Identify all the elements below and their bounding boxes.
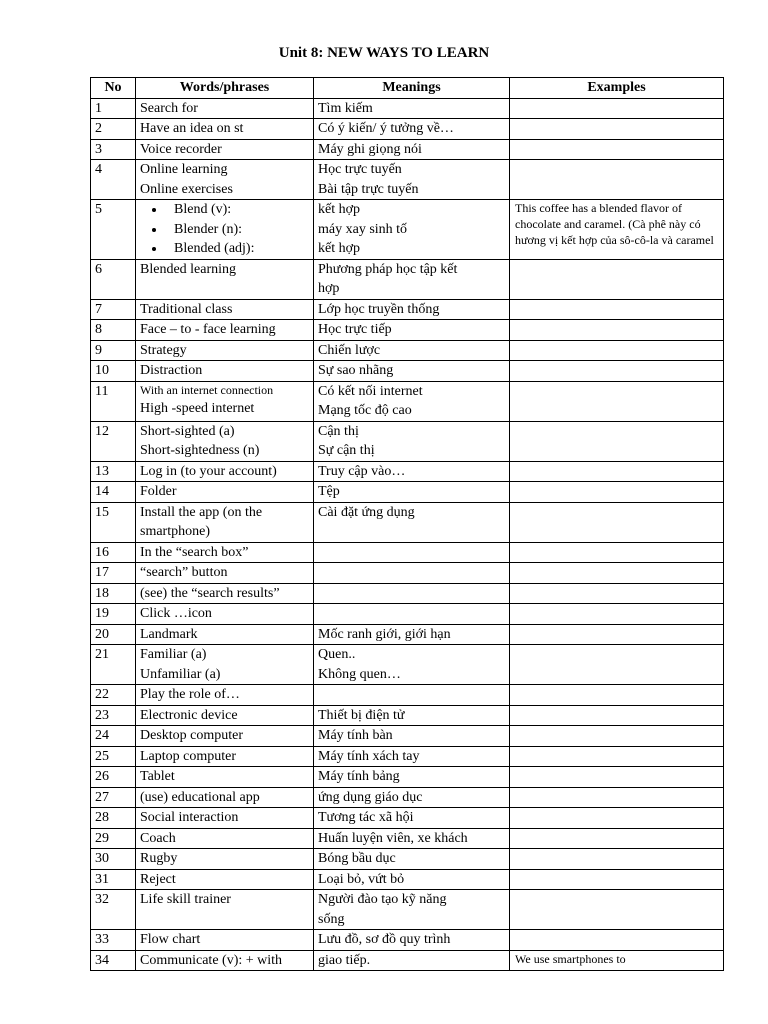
meaning-line: Quen.. <box>318 647 356 662</box>
example-cell <box>510 119 724 140</box>
word-cell <box>136 583 314 604</box>
word-bullet-item: • Blended (adj): <box>166 239 309 259</box>
meaning-cell <box>314 849 510 870</box>
word-line: Laptop computer <box>140 748 237 764</box>
vocabulary-table <box>90 77 724 971</box>
meaning-cell <box>314 828 510 849</box>
example-text: We use smartphones to <box>515 951 626 966</box>
row-number: 31 <box>91 869 136 890</box>
example-cell <box>510 849 724 870</box>
word-line: Online learning <box>140 162 228 177</box>
meaning-line: Có ý kiến/ ý tưởng về… <box>318 121 454 136</box>
word-line: Face – to - face learning <box>140 322 276 337</box>
row-number: 5 <box>91 200 136 260</box>
word-cell <box>136 502 314 542</box>
word-line: Short-sightedness (n) <box>140 443 260 458</box>
word-line: Coach <box>140 830 176 846</box>
word-cell <box>136 482 314 503</box>
word-cell <box>136 259 314 299</box>
word-line: Install the app (on the <box>140 504 263 520</box>
table-row <box>91 849 724 870</box>
table-row <box>91 139 724 160</box>
meaning-cell <box>314 685 510 706</box>
meaning-cell <box>314 320 510 341</box>
table-row <box>91 381 724 421</box>
meaning-cell <box>314 502 510 542</box>
example-cell <box>510 726 724 747</box>
meaning-cell <box>314 787 510 808</box>
row-number: 12 <box>91 421 136 461</box>
meaning-line: Mạng tốc độ cao <box>318 403 412 418</box>
row-number: 24 <box>91 726 136 747</box>
word-cell <box>136 930 314 951</box>
row-number: 9 <box>91 340 136 361</box>
example-cell <box>510 200 724 260</box>
meaning-cell <box>314 645 510 685</box>
word-cell <box>136 160 314 200</box>
table-row <box>91 320 724 341</box>
row-number: 33 <box>91 930 136 951</box>
meaning-cell <box>314 381 510 421</box>
word-cell <box>136 726 314 747</box>
row-number: 21 <box>91 645 136 685</box>
meaning-line: hợp <box>318 281 340 296</box>
word-cell <box>136 299 314 320</box>
meaning-line: Chiến lược <box>318 342 381 358</box>
word-line: Social interaction <box>140 810 239 825</box>
example-cell <box>510 502 724 542</box>
word-cell <box>136 828 314 849</box>
meaning-line: kết hợp <box>318 241 361 256</box>
word-line: Unfamiliar (a) <box>140 666 221 682</box>
example-cell <box>510 160 724 200</box>
word-line: Blended learning <box>140 261 237 277</box>
meaning-cell <box>314 604 510 625</box>
table-row <box>91 645 724 685</box>
word-line: Strategy <box>140 342 187 358</box>
word-cell <box>136 890 314 930</box>
meaning-line: Lưu đồ, sơ đồ quy trình <box>318 932 451 947</box>
example-cell <box>510 746 724 767</box>
row-number: 7 <box>91 299 136 320</box>
word-line: Desktop computer <box>140 728 244 743</box>
header-words: Words/phrases <box>136 78 314 99</box>
table-row <box>91 624 724 645</box>
row-number: 8 <box>91 320 136 341</box>
meaning-line: Máy tính xách tay <box>318 748 420 764</box>
example-cell <box>510 482 724 503</box>
example-cell <box>510 685 724 706</box>
meaning-line: Không quen… <box>318 666 401 682</box>
row-number: 29 <box>91 828 136 849</box>
table-row <box>91 950 724 971</box>
word-cell <box>136 808 314 829</box>
row-number: 22 <box>91 685 136 706</box>
meaning-cell <box>314 563 510 584</box>
table-row <box>91 869 724 890</box>
word-line: Familiar (a) <box>140 647 207 662</box>
meaning-cell <box>314 583 510 604</box>
word-line: Landmark <box>140 626 198 642</box>
example-cell <box>510 604 724 625</box>
example-cell <box>510 767 724 788</box>
word-line: Tablet <box>140 769 175 784</box>
meaning-cell <box>314 299 510 320</box>
word-line: Traditional class <box>140 301 233 317</box>
word-line: “search” button <box>140 565 228 580</box>
meaning-line: Có kết nối internet <box>318 383 423 399</box>
word-bullet-item: • Blend (v): <box>166 200 309 220</box>
meaning-cell <box>314 542 510 563</box>
word-cell <box>136 767 314 788</box>
example-cell <box>510 340 724 361</box>
meaning-line: Truy cập vào… <box>318 463 406 479</box>
word-cell <box>136 200 314 260</box>
row-number: 15 <box>91 502 136 542</box>
meaning-cell <box>314 119 510 140</box>
table-row <box>91 685 724 706</box>
row-number: 6 <box>91 259 136 299</box>
table-row <box>91 828 724 849</box>
table-row <box>91 361 724 382</box>
word-cell <box>136 421 314 461</box>
meaning-line: Lớp học truyền thống <box>318 301 440 317</box>
meaning-cell <box>314 950 510 971</box>
meaning-cell <box>314 421 510 461</box>
table-row <box>91 340 724 361</box>
meaning-cell <box>314 200 510 260</box>
meaning-line: Sự sao nhãng <box>318 363 394 378</box>
word-line: Search for <box>140 100 198 116</box>
example-cell <box>510 583 724 604</box>
row-number: 16 <box>91 542 136 563</box>
meaning-cell <box>314 98 510 119</box>
row-number: 27 <box>91 787 136 808</box>
row-number: 13 <box>91 461 136 482</box>
word-cell <box>136 542 314 563</box>
example-cell <box>510 869 724 890</box>
example-cell <box>510 563 724 584</box>
word-cell <box>136 563 314 584</box>
word-line: Short-sighted (a) <box>140 423 235 439</box>
row-number: 23 <box>91 705 136 726</box>
meaning-line: Người đào tạo kỹ năng <box>318 892 447 907</box>
table-row <box>91 808 724 829</box>
word-line: Play the role of… <box>140 687 240 702</box>
word-line: (use) educational app <box>140 789 260 805</box>
row-number: 18 <box>91 583 136 604</box>
meaning-cell <box>314 482 510 503</box>
word-cell <box>136 119 314 140</box>
example-cell <box>510 890 724 930</box>
row-number: 34 <box>91 950 136 971</box>
table-row <box>91 542 724 563</box>
meaning-cell <box>314 139 510 160</box>
word-line: In the “search box” <box>140 544 249 560</box>
meaning-cell <box>314 930 510 951</box>
example-cell <box>510 645 724 685</box>
table-row <box>91 563 724 584</box>
meaning-cell <box>314 767 510 788</box>
example-cell <box>510 930 724 951</box>
example-cell <box>510 705 724 726</box>
table-row <box>91 200 724 260</box>
word-cell <box>136 787 314 808</box>
table-row <box>91 705 724 726</box>
example-cell <box>510 299 724 320</box>
example-cell <box>510 259 724 299</box>
example-text: This coffee has a blended flavor of chocolate and caramel. (Cà phê này có hương vị kết hợp của sô-cô-la và caramel <box>515 201 714 247</box>
row-number: 3 <box>91 139 136 160</box>
meaning-line: Cài đặt ứng dụng <box>318 504 415 520</box>
word-line: Distraction <box>140 363 203 378</box>
table-row <box>91 726 724 747</box>
word-cell <box>136 869 314 890</box>
document-title: Unit 8: NEW WAYS TO LEARN <box>278 45 490 61</box>
meaning-line: Mốc ranh giới, giới hạn <box>318 626 451 642</box>
meaning-line: giao tiếp. <box>318 952 371 968</box>
word-bullet-list <box>140 200 309 259</box>
word-cell <box>136 139 314 160</box>
table-body <box>91 98 724 971</box>
table-row <box>91 421 724 461</box>
header-examples: Examples <box>510 78 724 99</box>
meaning-line: Bóng bầu dục <box>318 851 396 866</box>
word-line: Log in (to your account) <box>140 463 277 479</box>
row-number: 10 <box>91 361 136 382</box>
word-cell <box>136 340 314 361</box>
example-cell <box>510 98 724 119</box>
row-number: 25 <box>91 746 136 767</box>
word-cell <box>136 320 314 341</box>
meaning-line: Phương pháp học tập kết <box>318 261 458 277</box>
meaning-line: Máy tính bàn <box>318 728 393 743</box>
example-cell <box>510 381 724 421</box>
meaning-line: Sự cận thị <box>318 443 375 458</box>
word-cell <box>136 705 314 726</box>
row-number: 32 <box>91 890 136 930</box>
meaning-line: Thiết bị điện tử <box>318 707 405 723</box>
word-line: Have an idea on st <box>140 121 244 136</box>
meaning-cell <box>314 890 510 930</box>
example-cell <box>510 139 724 160</box>
word-bullet-item: • Blender (n): <box>166 220 309 240</box>
table-row <box>91 98 724 119</box>
row-number: 26 <box>91 767 136 788</box>
table-row <box>91 767 724 788</box>
word-line: Life skill trainer <box>140 892 231 907</box>
meaning-cell <box>314 808 510 829</box>
word-cell <box>136 461 314 482</box>
example-cell <box>510 808 724 829</box>
meaning-cell <box>314 869 510 890</box>
word-line: Voice recorder <box>140 141 222 157</box>
table-row <box>91 604 724 625</box>
meaning-cell <box>314 361 510 382</box>
table-row <box>91 119 724 140</box>
meaning-line: Máy ghi giọng nói <box>318 141 422 157</box>
word-line: High -speed internet <box>140 400 255 416</box>
word-line: Electronic device <box>140 707 238 723</box>
word-line: Folder <box>140 484 177 499</box>
row-number: 19 <box>91 604 136 625</box>
word-line: Reject <box>140 871 176 887</box>
word-cell <box>136 98 314 119</box>
word-cell <box>136 604 314 625</box>
word-cell <box>136 645 314 685</box>
example-cell <box>510 950 724 971</box>
table-row <box>91 461 724 482</box>
table-row <box>91 787 724 808</box>
meaning-line: máy xay sinh tố <box>318 221 408 237</box>
meaning-cell <box>314 705 510 726</box>
word-cell <box>136 746 314 767</box>
table-row <box>91 746 724 767</box>
meaning-line: Bài tập trực tuyến <box>318 181 419 197</box>
word-line: Click …icon <box>140 606 212 621</box>
table-row <box>91 299 724 320</box>
meaning-line: Học trực tiếp <box>318 322 392 337</box>
table-row <box>91 160 724 200</box>
example-cell <box>510 461 724 482</box>
word-cell <box>136 381 314 421</box>
word-line: Flow chart <box>140 932 201 947</box>
meaning-line: Huấn luyện viên, xe khách <box>318 830 468 846</box>
row-number: 4 <box>91 160 136 200</box>
meaning-cell <box>314 340 510 361</box>
meaning-line: Tệp <box>318 484 340 499</box>
example-cell <box>510 787 724 808</box>
meaning-line: kết hợp <box>318 202 361 217</box>
row-number: 20 <box>91 624 136 645</box>
word-cell <box>136 624 314 645</box>
word-cell <box>136 361 314 382</box>
header-no: No <box>91 78 136 99</box>
word-line: Rugby <box>140 851 178 866</box>
row-number: 11 <box>91 381 136 421</box>
meaning-line: Học trực tuyến <box>318 162 402 177</box>
example-cell <box>510 542 724 563</box>
table-row <box>91 890 724 930</box>
meaning-cell <box>314 726 510 747</box>
row-number: 14 <box>91 482 136 503</box>
meaning-line: Cận thị <box>318 423 359 439</box>
meaning-line: sống <box>318 911 345 927</box>
meaning-cell <box>314 461 510 482</box>
table-row <box>91 930 724 951</box>
word-line: Communicate (v): + with <box>140 952 283 968</box>
table-header-row <box>91 78 724 99</box>
word-line: With an internet connection <box>140 382 274 397</box>
meaning-line: Loại bỏ, vứt bỏ <box>318 871 405 887</box>
row-number: 28 <box>91 808 136 829</box>
example-cell <box>510 828 724 849</box>
row-number: 17 <box>91 563 136 584</box>
meaning-line: Tìm kiếm <box>318 100 373 116</box>
meaning-cell <box>314 160 510 200</box>
table-row <box>91 583 724 604</box>
word-cell <box>136 685 314 706</box>
example-cell <box>510 361 724 382</box>
word-line: smartphone) <box>140 524 210 539</box>
word-line: (see) the “search results” <box>140 585 280 601</box>
row-number: 2 <box>91 119 136 140</box>
meaning-cell <box>314 259 510 299</box>
table-row <box>91 502 724 542</box>
word-cell <box>136 849 314 870</box>
row-number: 30 <box>91 849 136 870</box>
meaning-line: Máy tính bảng <box>318 769 400 784</box>
meaning-line: Tương tác xã hội <box>318 810 414 825</box>
meaning-cell <box>314 624 510 645</box>
example-cell <box>510 624 724 645</box>
meaning-cell <box>314 746 510 767</box>
row-number: 1 <box>91 98 136 119</box>
word-cell <box>136 950 314 971</box>
word-line: Online exercises <box>140 181 233 197</box>
table-row <box>91 482 724 503</box>
meaning-line: ứng dụng giáo dục <box>318 789 423 805</box>
example-cell <box>510 320 724 341</box>
header-meanings: Meanings <box>314 78 510 99</box>
example-cell <box>510 421 724 461</box>
table-row <box>91 259 724 299</box>
